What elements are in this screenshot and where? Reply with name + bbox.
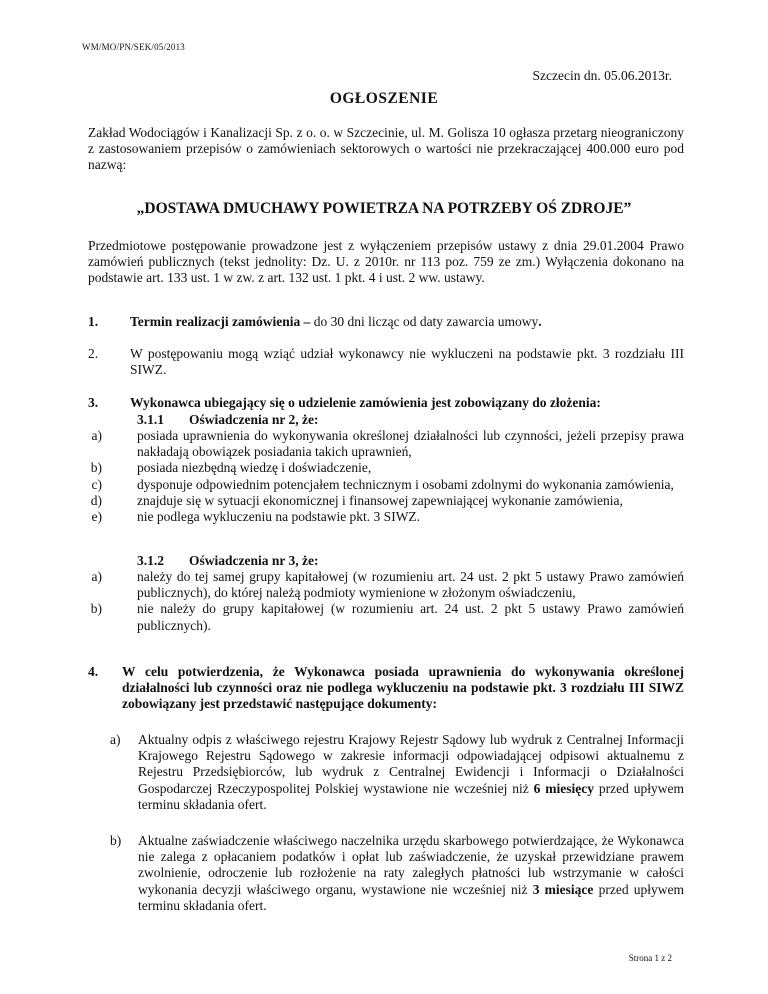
document-a	[98, 732, 684, 813]
intro-paragraph: Zakład Wodociągów i Kanalizacji Sp. z o. o. w Szczecinie, ul. M. Golisza 10 ogłasza przetarg nieograniczony z zastosowaniem przepisów o zamówieniach sektorowych o wartości nie przekraczającej 400.000 euro pod nazwą:	[88, 125, 684, 173]
list-item: b) posiada niezbędną wiedzę i doświadczenie,	[90, 460, 372, 476]
subsection-3-1-1-code: 3.1.1	[137, 412, 164, 427]
tender-title: „DOSTAWA DMUCHAWY POWIETRZA NA POTRZEBY OŚ ZDROJE”	[136, 200, 632, 217]
section-2-number: 2.	[88, 346, 99, 361]
section-3-text: Wykonawca ubiegający się o udzielenie zamówienia jest zobowiązany do złożenia:	[130, 395, 601, 410]
document-date: Szczecin dn. 05.06.2013r.	[532, 68, 672, 83]
section-2-text: W postępowaniu mogą wziąć udział wykonawcy nie wykluczeni na podstawie pkt. 3 rozdziału III SIWZ.	[130, 346, 684, 378]
section-3-number: 3.	[88, 395, 99, 410]
list-item: a) Aktualny odpis z właściwego rejestru Krajowy Rejestr Sądowy lub wydruk z Centralnej Informacji Krajowego Rejestru Sądowego w zakresie informacji odpowiadającej odpisowi aktualnemu z Rejestru Przedsiębiorców, lub wydruk z Centralnej Ewidencji i Informacji o Działalności Gospodarczej Rzeczypospolitej Polskiej wystawione nie wcześniej niż 6 miesięcy przed upływem terminu składania ofert.	[110, 732, 685, 812]
section-1-number: 1.	[88, 314, 99, 329]
list-item: a) należy do tej samej grupy kapitałowej (w rozumieniu art. 24 ust. 2 pkt 5 ustawy Prawo zamówień publicznych), do której należą podmioty wymienione w złożonym oświadczeniu,	[91, 569, 684, 601]
list-item: d) znajduje się w sytuacji ekonomicznej i finansowej zapewniającej wykonanie zamówienia,	[90, 492, 623, 508]
list-item: b) nie należy do grupy kapitałowej (w rozumieniu art. 24 ust. 2 pkt 5 ustawy Prawo zamówień publicznych).	[90, 601, 684, 633]
statement-2-list	[90, 428, 684, 525]
section-4-text: W celu potwierdzenia, że Wykonawca posiada uprawnienia do wykonywania określonej działalności lub czynności oraz nie podlega wykluczeniu na podstawie pkt. 3 rozdziału III SIWZ zobowiązany jest przedstawić następujące dokumenty:	[122, 664, 684, 712]
subsection-3-1-2-heading	[137, 553, 318, 569]
subsection-3-1-1-title: Oświadczenia nr 2, że:	[189, 412, 319, 427]
section-4-number: 4.	[88, 664, 99, 679]
list-item: a) posiada uprawnienia do wykonywania określonej działalności lub czynności, jeżeli przepisy prawa nakładają obowiązek posiadania takich uprawnień,	[91, 428, 684, 460]
section-1-bold: Termin realizacji zamówienia –	[130, 314, 311, 329]
announcement-heading: OGŁOSZENIE	[329, 90, 439, 107]
list-item: c) dysponuje odpowiednim potencjałem technicznym i osobami zdolnymi do wykonania zamówienia,	[91, 476, 674, 492]
section-1-text	[130, 314, 684, 330]
page-number: Strona 1 z 2	[628, 953, 672, 963]
list-item: e) nie podlega wykluczeniu na podstawie pkt. 3 SIWZ.	[91, 509, 421, 525]
statement-3-list	[90, 569, 684, 634]
section-1-rest: do 30 dni licząc od daty zawarcia umowy	[310, 314, 539, 329]
list-item: b) Aktualne zaświadczenie właściwego naczelnika urzędu skarbowego potwierdzające, że Wykonawca nie zalega z opłacaniem podatków i opłat lub zaświadczenie, że uzyskał przewidziane prawem zwolnienie, odroczenie lub rozłożenie na raty zaległych płatności lub wstrzymanie w całości wykonania decyzji właściwego organu, wystawione nie wcześniej niż 3 miesiące przed upływem terminu składania ofert.	[110, 833, 684, 913]
document-b	[98, 833, 684, 914]
subsection-3-1-2-title: Oświadczenia nr 3, że:	[189, 553, 319, 568]
document-reference: WM/MO/PN/SEK/05/2013	[82, 42, 186, 52]
subsection-3-1-2-code: 3.1.2	[137, 553, 164, 568]
subsection-3-1-1-heading	[137, 412, 318, 428]
section-1-end: .	[538, 314, 542, 329]
exclusion-paragraph: Przedmiotowe postępowanie prowadzone jest z wyłączeniem przepisów ustawy z dnia 29.01.2004 Prawo zamówień publicznych (tekst jednolity: Dz. U. z 2010r. nr 113 poz. 759 ze zm.) Wyłączenia dokonano na podstawie art. 133 ust. 1 w zw. z art. 132 ust. 1 pkt. 4 i ust. 2 ww. ustawy.	[88, 238, 684, 286]
